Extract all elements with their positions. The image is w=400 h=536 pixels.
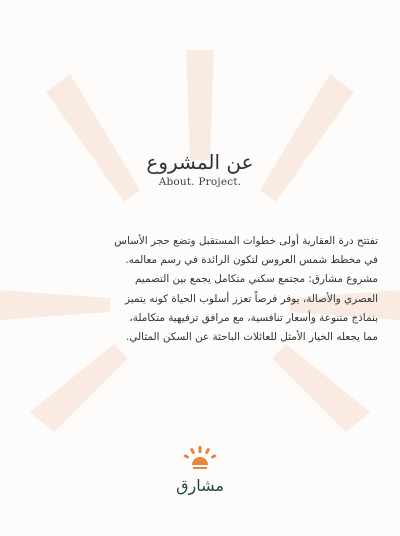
description-line: تفتتح درة العقارية أولى خطوات المستقبل وتضع حجر الأساس [114, 235, 378, 247]
description-line: بنماذج متنوعة وأسعار تنافسية، مع مرافق ترفيهية متكاملة، [129, 311, 378, 324]
description-line: مما يجعله الخيار الأمثل للعائلات الباحثة عن السكن المثالي. [126, 331, 378, 344]
brand-name: مشارق [176, 476, 224, 495]
page-title-english: About. Project. [158, 176, 242, 188]
description-line: العصري والأصالة، يوفر فرصاً تعزز أسلوب الحياة كونه يتميز [125, 292, 378, 305]
sunrise-logo-icon [183, 446, 217, 472]
project-description [30, 232, 378, 347]
description-line: في مخطط شمس العروس لتكون الرائدة في رسم معالمه. [125, 254, 378, 267]
page-title-arabic: عن المشروع [146, 150, 254, 174]
brand-logo [0, 446, 400, 495]
description-line: مشروع مشارق: مجتمع سكني متكامل يجمع بين التصميم [134, 273, 378, 286]
